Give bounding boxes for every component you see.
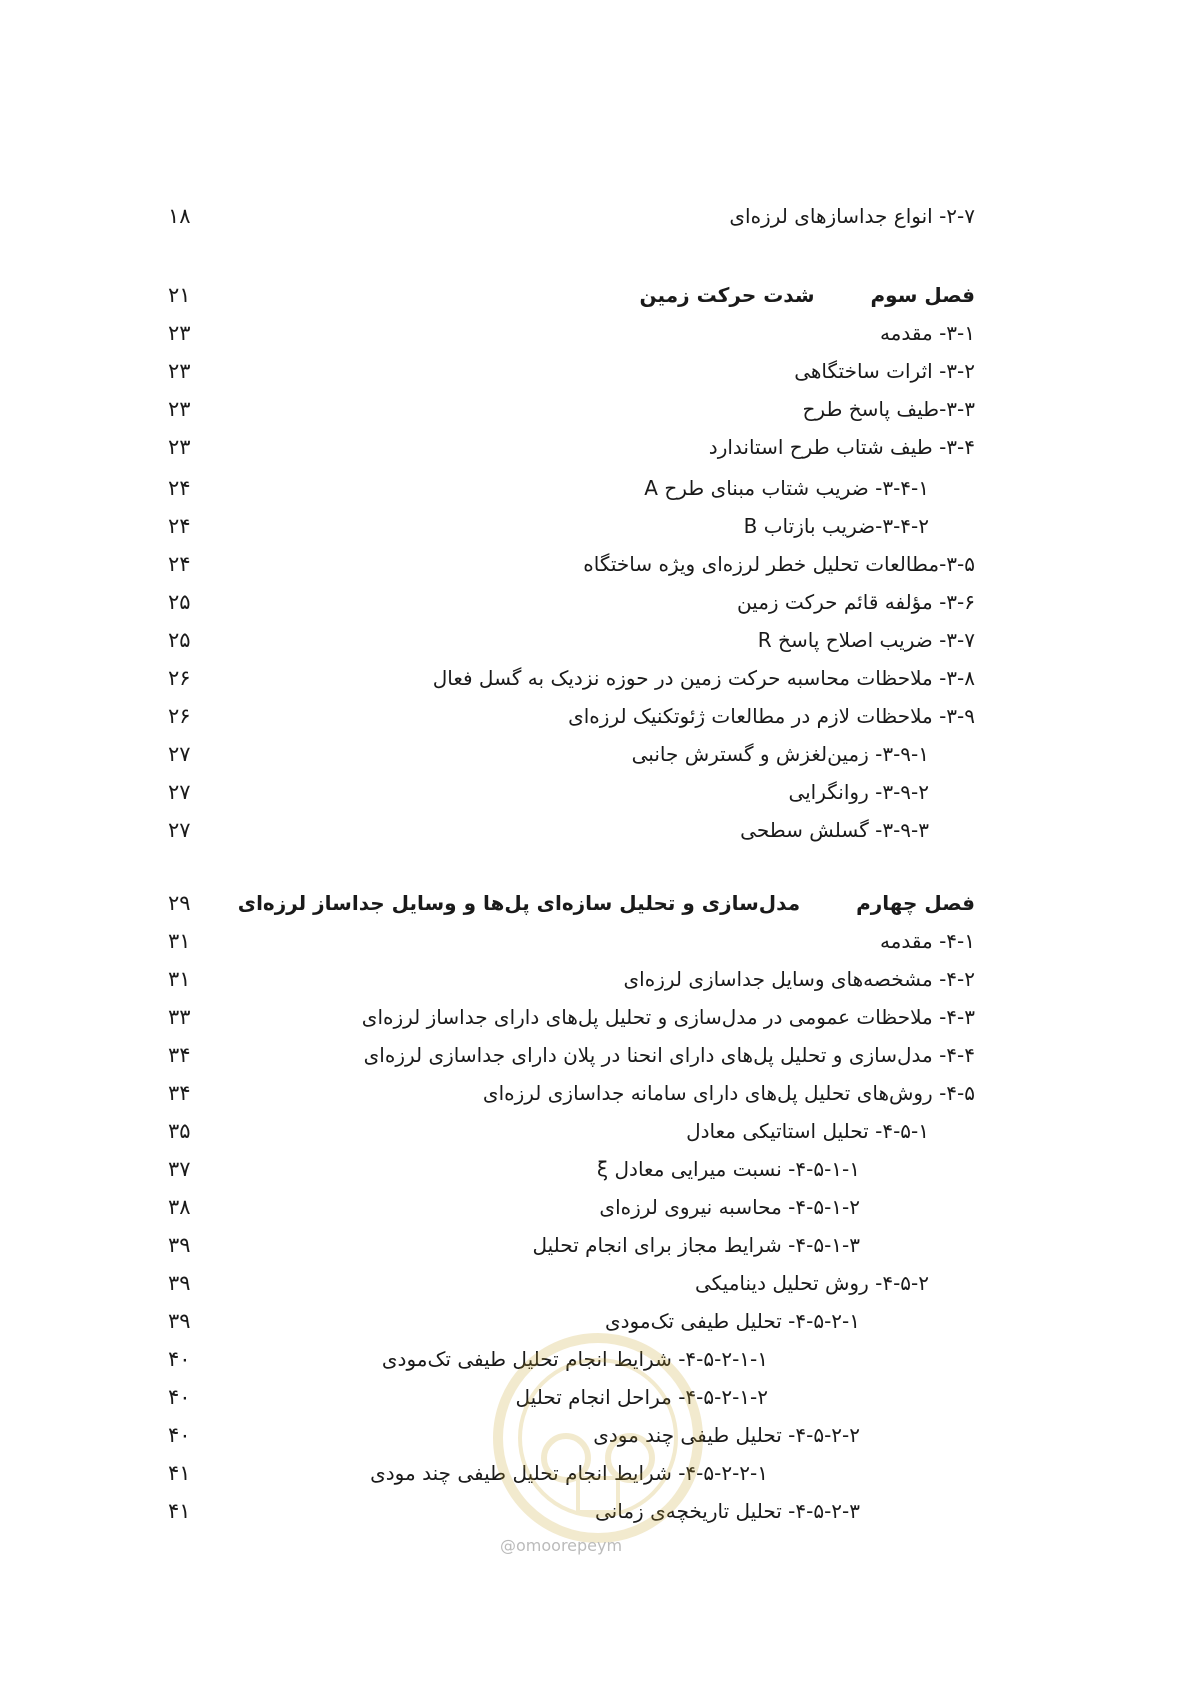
toc-page-number: ۲۶: [168, 666, 191, 690]
toc-page-number: ۲۷: [168, 780, 191, 804]
toc-entry-title: ۴-۵-۲-۱-۲- مراحل انجام تحلیل: [515, 1385, 768, 1409]
toc-page-number: ۲۷: [168, 818, 191, 842]
toc-row: [0, 353, 1191, 389]
toc-entry-title: ۴-۵-۲-۲- تحلیل طیفی چند مودی: [593, 1423, 860, 1447]
chapter-label: فصل سوم: [870, 283, 975, 307]
toc-entry-title: ۴-۵-۱-۳- شرایط مجاز برای انجام تحلیل: [532, 1233, 860, 1257]
toc-page-number: ۲۴: [168, 476, 191, 500]
toc-row: [0, 774, 1191, 810]
toc-entry-title: ۴-۵-۲-۱-۱- شرایط انجام تحلیل طیفی تک‌مودی: [381, 1347, 768, 1371]
toc-entry-title: ۳-۹-۳- گسلش سطحی: [740, 818, 929, 842]
toc-row: [0, 1113, 1191, 1149]
toc-row: [0, 391, 1191, 427]
toc-page-number: ۲۹: [168, 891, 191, 915]
toc-page-number: ۴۰: [168, 1347, 191, 1371]
toc-page-number: ۲۴: [168, 514, 191, 538]
toc-page-number: ۲۱: [168, 283, 191, 307]
toc-chapter-heading: [640, 277, 975, 313]
toc-row: [0, 1037, 1191, 1073]
chapter-label: فصل چهارم: [856, 891, 975, 915]
toc-entry-title: ۴-۲- مشخصه‌های وسایل جداسازی لرزه‌ای: [623, 967, 975, 991]
toc-page-number: ۲۷: [168, 742, 191, 766]
toc-row: [0, 429, 1191, 465]
toc-entry-title: ۴-۵- روش‌های تحلیل پل‌های دارای سامانه جداسازی لرزه‌ای: [482, 1081, 975, 1105]
toc-entry-title: ۴-۱- مقدمه: [879, 929, 975, 953]
toc-page-number: ۴۱: [168, 1499, 191, 1523]
toc-page-number: ۲۵: [168, 590, 191, 614]
toc-page-number: ۳۳: [168, 1005, 191, 1029]
toc-page-number: ۲۳: [168, 321, 191, 345]
toc-page-number: ۴۱: [168, 1461, 191, 1485]
toc-entry-title: ۳-۵-مطالعات تحلیل خطر لرزه‌ای ویژه ساختگاه: [583, 552, 975, 576]
toc-page-number: ۴۰: [168, 1423, 191, 1447]
toc-row: [0, 736, 1191, 772]
chapter-title: شدت حرکت زمین: [639, 283, 815, 307]
toc-page-number: ۳۹: [168, 1271, 191, 1295]
toc-page-number: ۳۸: [168, 1195, 191, 1219]
toc-row: [0, 546, 1191, 582]
toc-page-number: ۲۵: [168, 628, 191, 652]
toc-row: [0, 470, 1191, 506]
toc-row: [0, 812, 1191, 848]
toc-entry-title: ۳-۹-۱- زمین‌لغزش و گسترش جانبی: [631, 742, 929, 766]
toc-row: [0, 1227, 1191, 1263]
toc-page-number: ۳۱: [168, 929, 191, 953]
toc-chapter-heading: [238, 885, 975, 921]
toc-chapter-row: [0, 885, 1191, 921]
toc-row: [0, 660, 1191, 696]
toc-row: [0, 698, 1191, 734]
toc-page-number: ۱۸: [168, 204, 191, 228]
toc-page-number: ۳۹: [168, 1233, 191, 1257]
toc-entry-title: ۲-۷- انواع جداسازهای لرزه‌ای: [729, 204, 975, 228]
toc-row: [0, 622, 1191, 658]
toc-row: [0, 584, 1191, 620]
toc-entry-title: ۴-۵-۲-۳- تحلیل تاریخچه‌ی زمانی: [595, 1499, 860, 1523]
watermark-logo: [488, 1328, 708, 1548]
toc-entry-title: ۳-۸- ملاحظات محاسبه حرکت زمین در حوزه نزدیک به گسل فعال: [432, 666, 975, 690]
toc-entry-title: ۳-۴-۲-ضریب بازتاب B: [743, 514, 929, 538]
toc-page-number: ۲۳: [168, 359, 191, 383]
toc-row: [0, 961, 1191, 997]
toc-entry-title: ۳-۶- مؤلفه قائم حرکت زمین: [736, 590, 975, 614]
toc-row: [0, 1189, 1191, 1225]
toc-entry-title: ۴-۳- ملاحظات عمومی در مدل‌سازی و تحلیل پل‌های دارای جداساز لرزه‌ای: [361, 1005, 975, 1029]
toc-entry-title: ۴-۵-۱- تحلیل استاتیکی معادل: [686, 1119, 929, 1143]
toc-row: [0, 1151, 1191, 1187]
toc-row: [0, 508, 1191, 544]
toc-entry-title: ۳-۹-۲- روانگرایی: [788, 780, 929, 804]
toc-row: [0, 999, 1191, 1035]
toc-page-number: ۲۶: [168, 704, 191, 728]
toc-entry-title: ۴-۵-۲-۲-۱- شرایط انجام تحلیل طیفی چند مودی: [370, 1461, 768, 1485]
toc-row: [0, 1075, 1191, 1111]
toc-row: [0, 1265, 1191, 1301]
toc-page-number: ۳۱: [168, 967, 191, 991]
toc-page-number: ۳۴: [168, 1081, 191, 1105]
toc-entry-title: ۴-۴- مدل‌سازی و تحلیل پل‌های دارای انحنا در پلان دارای جداسازی لرزه‌ای: [363, 1043, 975, 1067]
toc-page-number: ۳۹: [168, 1309, 191, 1333]
toc-entry-title: ۳-۷- ضریب اصلاح پاسخ R: [757, 628, 975, 652]
toc-row: [0, 198, 1191, 234]
toc-page-number: ۲۳: [168, 397, 191, 421]
toc-page-number: ۲۳: [168, 435, 191, 459]
toc-entry-title: ۳-۴-۱- ضریب شتاب مبنای طرح A: [644, 476, 929, 500]
toc-entry-title: ۳-۳-طیف پاسخ طرح: [802, 397, 975, 421]
toc-entry-title: ۴-۵-۲-۱- تحلیل طیفی تک‌مودی: [604, 1309, 860, 1333]
watermark-handle: @omoorepeym: [500, 1536, 623, 1555]
toc-row: [0, 923, 1191, 959]
toc-entry-title: ۴-۵-۱-۲- محاسبه نیروی لرزه‌ای: [599, 1195, 860, 1219]
toc-entry-title: ۳-۹- ملاحظات لازم در مطالعات ژئوتکنیک لرزه‌ای: [568, 704, 975, 728]
toc-entry-title: ۳-۱- مقدمه: [879, 321, 975, 345]
toc-row: [0, 315, 1191, 351]
toc-page-number: ۳۷: [168, 1157, 191, 1181]
toc-entry-title: ۳-۲- اثرات ساختگاهی: [794, 359, 975, 383]
chapter-title: مدل‌سازی و تحلیل سازه‌ای پل‌ها و وسایل جداساز لرزه‌ای: [237, 891, 801, 915]
toc-entry-title: ۳-۴- طیف شتاب طرح استاندارد: [708, 435, 975, 459]
toc-page-number: ۳۴: [168, 1043, 191, 1067]
toc-page-number: ۳۵: [168, 1119, 191, 1143]
toc-entry-title: ۴-۵-۲- روش تحلیل دینامیکی: [694, 1271, 929, 1295]
toc-page-number: ۲۴: [168, 552, 191, 576]
toc-entry-title: ۴-۵-۱-۱- نسبت میرایی معادل ξ: [597, 1157, 860, 1181]
toc-chapter-row: [0, 277, 1191, 313]
toc-page-number: ۴۰: [168, 1385, 191, 1409]
